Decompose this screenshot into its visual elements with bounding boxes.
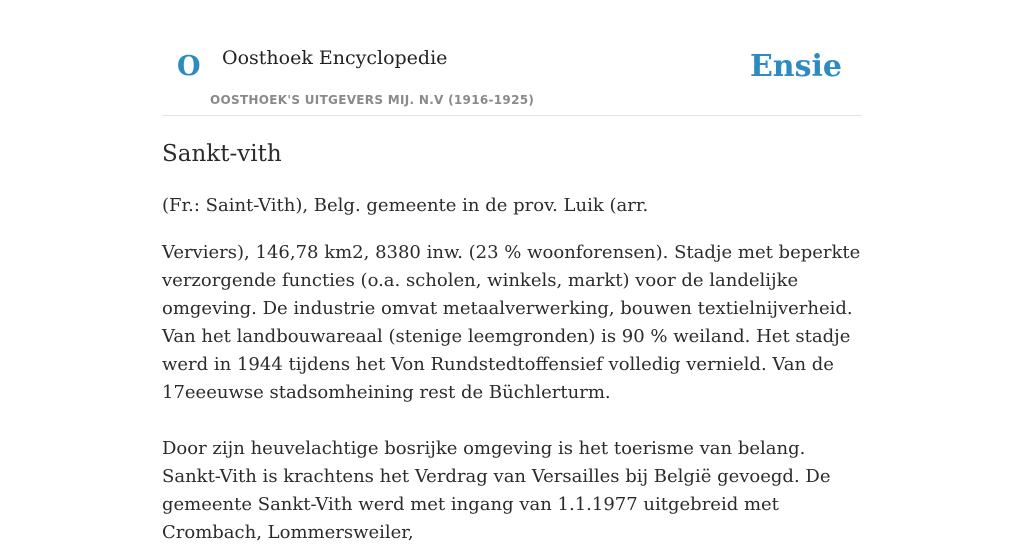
source-publisher: OOSTHOEK'S UITGEVERS MIJ. N.V (1916-1925) [210, 93, 535, 107]
entry-title: Sankt-vith [162, 141, 282, 167]
article-container [162, 0, 862, 543]
entry-paragraph-2: Verviers), 146,78 km2, 8380 inw. (23 % woonforensen). Stadje met beperkte verzorgende functies (o.a. scholen, winkels, markt) voor de landelijke omgeving. De industrie omvat metaalverwerking, bouwen textielnijverheid. Van het landbouwareaal (stenige leemgronden) is 90 % weiland. Het stadje werd in 1944 tijdens het Von Rundstedtoffensief volledig vernield. Van de 17eeeuwse stadsomheining rest de Büchlerturm. [162, 242, 861, 403]
source-title-link[interactable]: Oosthoek Encyclopedie [222, 47, 448, 69]
entry-paragraph-1: (Fr.: Saint-Vith), Belg. gemeente in de prov. Luik (arr. [162, 195, 649, 216]
entry-paragraph-3: Door zijn heuvelachtige bosrijke omgeving is het toerisme van belang. Sankt-Vith is krachtens het Verdrag van Versailles bij België gevoegd. De gemeente Sankt-Vith werd met ingang van 1.1.1977 uitgebreid met Crombach, Lommersweiler, [162, 438, 831, 543]
source-header [162, 0, 862, 116]
brand-logo[interactable]: Ensie [749, 49, 842, 84]
source-logo[interactable]: O [177, 51, 201, 82]
